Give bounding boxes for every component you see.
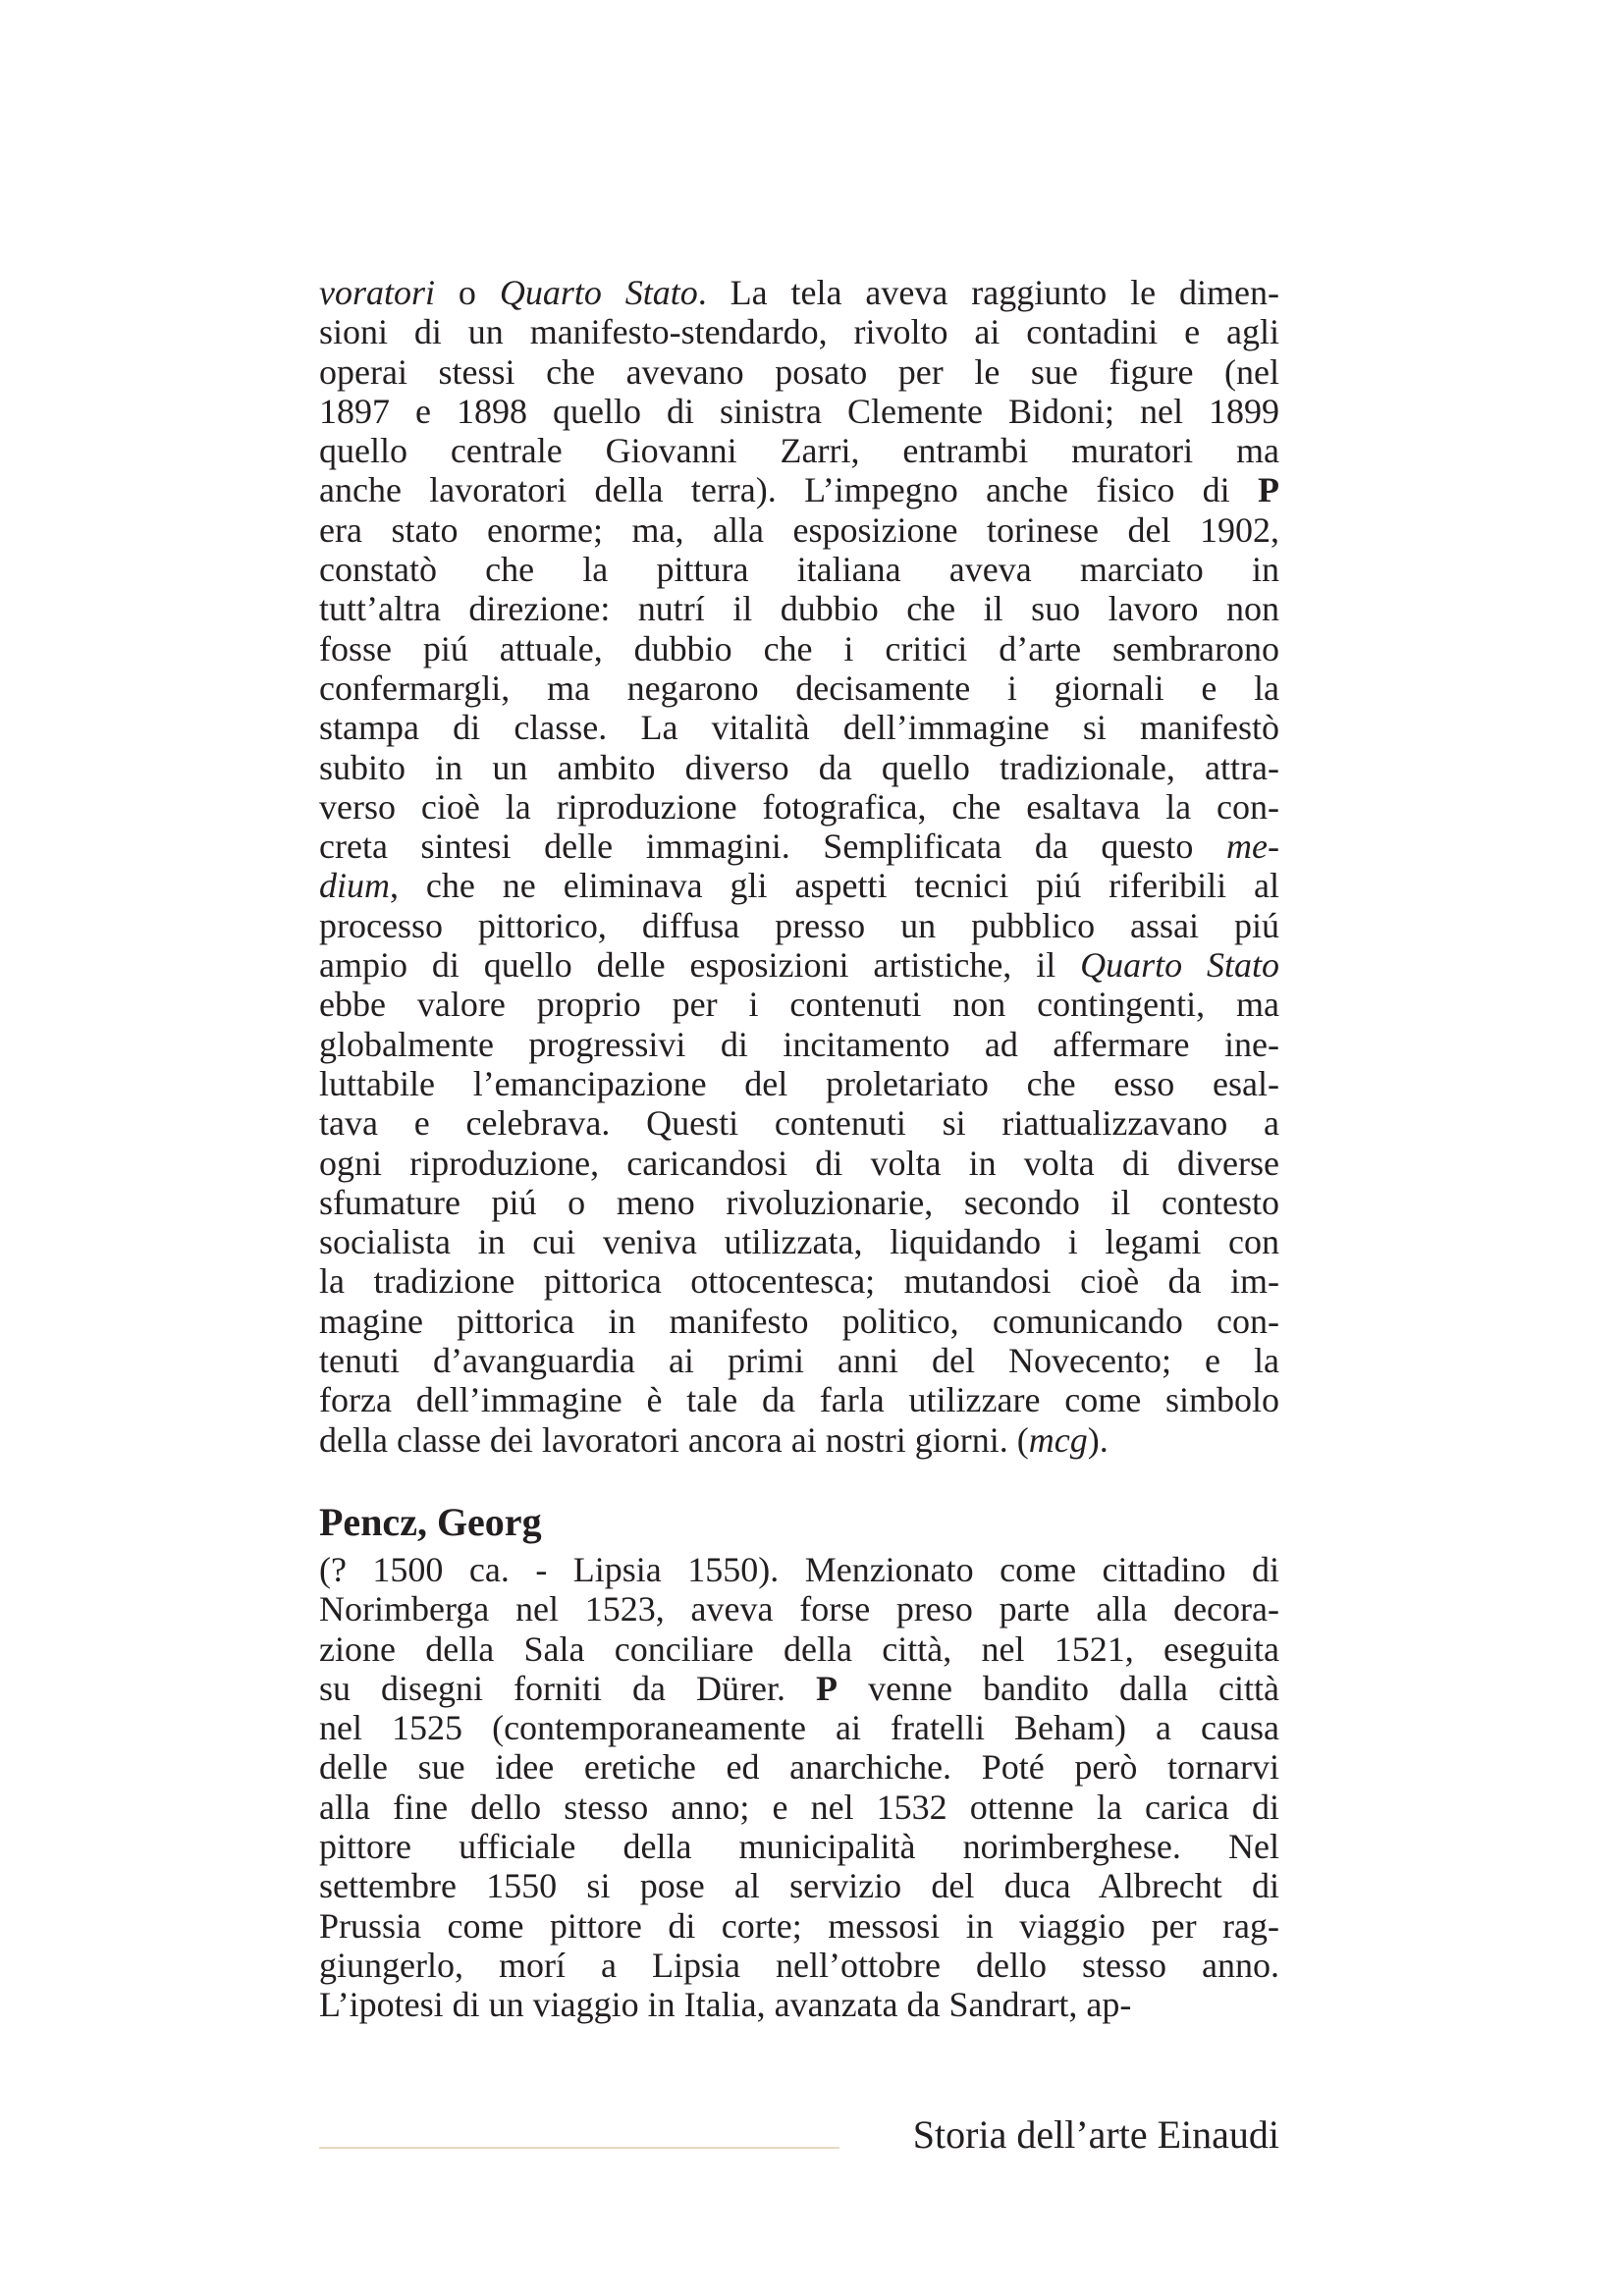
text-line: quello centrale Giovanni Zarri, entrambi muratori ma: [319, 431, 1279, 471]
text-line: magine pittorica in manifesto politico, comunicando con-: [319, 1301, 1279, 1341]
text-line: processo pittorico, diffusa presso un pubblico assai piú: [319, 905, 1279, 945]
footer-title: Storia dell’arte Einaudi: [912, 2112, 1279, 2157]
text-line: nel 1525 (contemporaneamente ai fratelli Beham) a causa: [319, 1708, 1279, 1748]
text-line: pittore ufficiale della municipalità norimberghese. Nel: [319, 1826, 1279, 1866]
text-line: forza dell’immagine è tale da farla utilizzare come simbolo: [319, 1380, 1279, 1420]
text-line: fosse piú attuale, dubbio che i critici d’arte sembrarono: [319, 628, 1279, 668]
text-line: ogni riproduzione, caricandosi di volta in volta di diverse: [319, 1143, 1279, 1183]
text-line: 1897 e 1898 quello di sinistra Clemente Bidoni; nel 1899: [319, 391, 1279, 431]
text-line: ampio di quello delle esposizioni artistiche, il Quarto Stato: [319, 945, 1279, 986]
text-line: era stato enorme; ma, alla esposizione torinese del 1902,: [319, 509, 1279, 550]
text-line: confermargli, ma negarono decisamente i giornali e la: [319, 667, 1279, 708]
text-line: stampa di classe. La vitalità dell’immagine si manifestò: [319, 708, 1279, 748]
text-line: globalmente progressivi di incitamento ad affermare ine-: [319, 1024, 1279, 1064]
page-footer: [319, 2110, 1279, 2169]
text-line: giungerlo, morí a Lipsia nell’ottobre dello stesso anno.: [319, 1945, 1279, 1985]
text-line: settembre 1550 si pose al servizio del duca Albrecht di: [319, 1866, 1279, 1906]
bold-run: P: [1258, 470, 1279, 510]
bold-run: P: [816, 1668, 839, 1708]
text-line: dium, che ne eliminava gli aspetti tecnici piú riferibili al: [319, 866, 1279, 906]
text-line: constatò che la pittura italiana aveva marciato in: [319, 550, 1279, 590]
text-line: zione della Sala conciliare della città, nel 1521, eseguita: [319, 1629, 1279, 1669]
text-line: operai stessi che avevano posato per le sue figure (nel: [319, 351, 1279, 392]
text-line: voratori o Quarto Stato. La tela aveva raggiunto le dimen-: [319, 273, 1280, 312]
text-line: tava e celebrava. Questi contenuti si riattualizzavano a: [319, 1103, 1279, 1144]
text-line: della classe dei lavoratori ancora ai nostri giorni. (mcg).: [319, 1419, 1109, 1460]
italic-run: me-: [1226, 827, 1279, 867]
text-line: sioni di un manifesto-stendardo, rivolto ai contadini e agli: [319, 312, 1279, 352]
text-line: creta sintesi delle immagini. Semplificata da questo me-: [319, 827, 1279, 867]
continuation-paragraph: [319, 273, 1279, 1460]
italic-run: Quarto Stato: [499, 273, 698, 312]
text-line: ebbe valore proprio per i contenuti non contingenti, ma: [319, 985, 1279, 1025]
text-line: (? 1500 ca. - Lipsia 1550). Menzionato come cittadino di: [319, 1549, 1279, 1589]
text-line: subito in un ambito diverso da quello tradizionale, attra-: [319, 747, 1279, 787]
entry-paragraph: [319, 1550, 1279, 2025]
text-line: Prussia come pittore di corte; messosi in viaggio per rag-: [319, 1905, 1279, 1946]
text-line: su disegni forniti da Dürer. P venne bandito dalla città: [319, 1668, 1279, 1708]
text-line: luttabile l’emancipazione del proletariato che esso esal-: [319, 1063, 1279, 1103]
text-line: sfumature piú o meno rivoluzionarie, secondo il contesto: [319, 1182, 1279, 1222]
italic-run: voratori: [319, 273, 436, 312]
italic-run: dium: [319, 866, 390, 906]
text-column: [319, 273, 1279, 2024]
text-line: anche lavoratori della terra). L’impegno anche fisico di P: [319, 470, 1279, 510]
text-line: tutt’altra direzione: nutrí il dubbio che il suo lavoro non: [319, 589, 1279, 629]
footer-rule: [319, 2147, 839, 2149]
text-line: verso cioè la riproduzione fotografica, che esaltava la con-: [319, 786, 1279, 827]
entry-heading: Pencz, Georg: [319, 1499, 542, 1544]
text-line: delle sue idee eretiche ed anarchiche. Poté però tornarvi: [319, 1747, 1279, 1788]
text-line: Norimberga nel 1523, aveva forse preso parte alla decora-: [319, 1589, 1279, 1629]
italic-run: mcg: [1028, 1419, 1088, 1460]
text-line: socialista in cui veniva utilizzata, liquidando i legami con: [319, 1222, 1279, 1262]
text-line: alla fine dello stesso anno; e nel 1532 ottenne la carica di: [319, 1787, 1279, 1827]
text-line: tenuti d’avanguardia ai primi anni del Novecento; e la: [319, 1341, 1279, 1381]
text-line: la tradizione pittorica ottocentesca; mutandosi cioè da im-: [319, 1261, 1279, 1302]
text-line: L’ipotesi di un viaggio in Italia, avanzata da Sandrart, ap-: [319, 1985, 1132, 2025]
italic-run: Quarto Stato: [1080, 945, 1279, 986]
